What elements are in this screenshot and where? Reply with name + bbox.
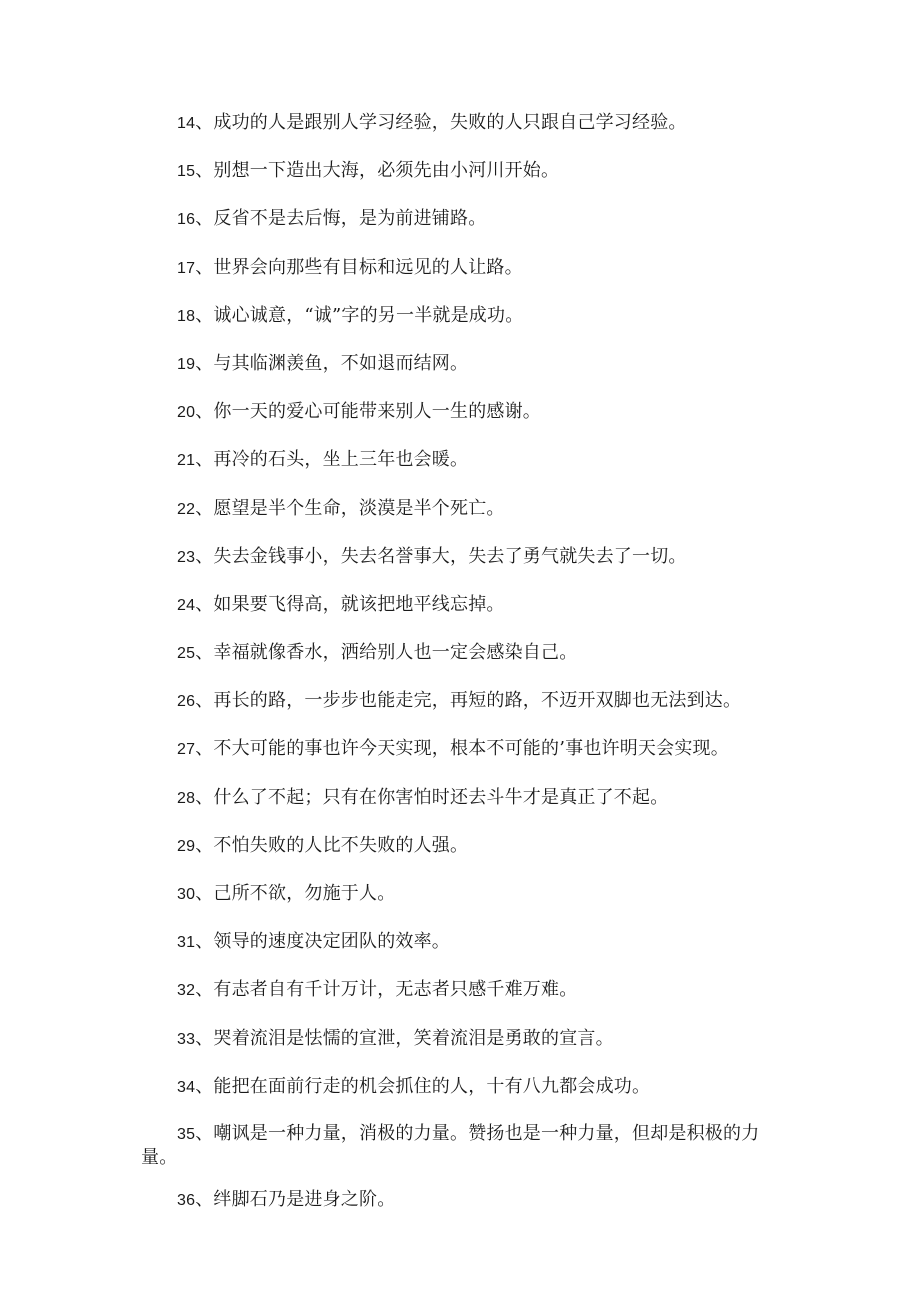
item-text: 诚心诚意，“诚”字的另一半就是成功。 [213, 304, 524, 326]
item-separator: 、 [195, 1188, 214, 1210]
item-separator: 、 [195, 449, 214, 471]
item-number: 35 [177, 1125, 196, 1143]
item-number: 34 [177, 1078, 196, 1096]
list-item [141, 688, 781, 715]
item-text: 领导的速度决定团队的效率。 [213, 931, 451, 953]
item-text: 绊脚石乃是进身之阶。 [213, 1188, 396, 1210]
item-text: 不大可能的事也许今天实现，根本不可能的’事也许明天会实现。 [213, 738, 729, 760]
item-separator: 、 [195, 593, 214, 615]
item-number: 28 [177, 789, 196, 807]
item-number: 32 [177, 982, 196, 1000]
item-separator: 、 [195, 208, 214, 230]
item-number: 19 [177, 355, 196, 373]
item-text: 失去金钱事小，失去名誉事大，失去了勇气就失去了一切。 [213, 545, 687, 567]
item-number: 23 [177, 548, 196, 566]
list-item [141, 592, 781, 619]
item-number: 21 [177, 452, 196, 470]
item-number: 31 [177, 934, 196, 952]
list-item [141, 110, 781, 137]
item-separator: 、 [195, 834, 214, 856]
list-item [141, 496, 781, 523]
item-text: 别想一下造出大海，必须先由小河川开始。 [213, 160, 560, 182]
list-item [141, 640, 781, 667]
item-number: 26 [177, 693, 196, 711]
list-item [141, 303, 781, 330]
item-separator: 、 [195, 497, 214, 519]
item-text: 幸福就像香水，洒给别人也一定会感染自己。 [213, 642, 578, 664]
item-separator: 、 [195, 256, 214, 278]
list-item [141, 977, 781, 1004]
item-number: 24 [177, 596, 196, 614]
list-item [141, 447, 781, 474]
item-text: 再长的路，一步步也能走完，再短的路，不迈开双脚也无法到达。 [213, 690, 742, 712]
item-text: 与其临渊羡鱼，不如退而结网。 [213, 352, 469, 374]
item-text: 能把在面前行走的机会抓住的人，十有八九都会成功。 [213, 1075, 651, 1097]
item-number: 36 [177, 1191, 196, 1209]
item-separator: 、 [195, 545, 214, 567]
list-item [141, 881, 781, 908]
item-number: 25 [177, 645, 196, 663]
item-text: 你一天的爱心可能带来别人一生的感谢。 [213, 401, 542, 423]
list-item [141, 1187, 781, 1214]
list-item [141, 736, 781, 763]
item-separator: 、 [195, 304, 214, 326]
item-separator: 、 [195, 883, 214, 904]
item-text: 如果要飞得高，就该把地平线忘掉。 [213, 593, 505, 615]
list-item [141, 1122, 781, 1169]
item-separator: 、 [195, 1122, 214, 1144]
item-text: 愿望是半个生命，淡漠是半个死亡。 [213, 497, 505, 519]
item-number: 17 [177, 259, 196, 277]
item-text: 世界会向那些有目标和远见的人让路。 [213, 256, 523, 278]
list-item [141, 1026, 781, 1053]
item-text: 己所不欲，勿施于人。 [213, 883, 396, 904]
list-item [141, 785, 781, 812]
list-item [141, 833, 781, 860]
item-number: 20 [177, 404, 196, 422]
item-number: 33 [177, 1030, 196, 1048]
list-item [141, 1074, 781, 1101]
item-separator: 、 [195, 1075, 214, 1097]
list-item [141, 399, 781, 426]
item-text: 什么了不起；只有在你害怕时还去斗牛才是真正了不起。 [213, 786, 669, 808]
quote-list [141, 110, 781, 1235]
item-number: 16 [177, 211, 196, 229]
list-item [141, 929, 781, 956]
list-item [141, 206, 781, 233]
item-text: 反省不是去后悔，是为前进铺路。 [213, 208, 487, 230]
item-separator: 、 [195, 160, 214, 182]
item-text: 不怕失败的人比不失败的人强。 [213, 834, 469, 856]
item-separator: 、 [195, 352, 214, 374]
item-text: 有志者自有千计万计，无志者只感千难万难。 [213, 979, 578, 1001]
item-number: 27 [177, 741, 196, 759]
item-separator: 、 [195, 1027, 214, 1049]
item-text: 再冷的石头，坐上三年也会暖。 [213, 449, 469, 471]
item-text: 哭着流泪是怯懦的宣泄，笑着流泪是勇敢的宣言。 [213, 1027, 614, 1049]
item-separator: 、 [195, 979, 214, 1001]
item-separator: 、 [195, 642, 214, 664]
item-separator: 、 [195, 931, 214, 953]
list-item [141, 351, 781, 378]
item-number: 30 [177, 886, 196, 903]
item-text: 嘲讽是一种力量，消极的力量。赞扬也是一种力量，但却是积极的力量。 [141, 1122, 760, 1168]
item-number: 22 [177, 500, 196, 518]
item-separator: 、 [195, 401, 214, 423]
item-separator: 、 [195, 738, 214, 760]
item-separator: 、 [195, 112, 214, 133]
item-number: 15 [177, 163, 196, 181]
list-item [141, 544, 781, 571]
list-item [141, 158, 781, 185]
item-separator: 、 [195, 786, 214, 808]
item-text: 成功的人是跟别人学习经验，失败的人只跟自己学习经验。 [213, 112, 687, 133]
list-item [141, 255, 781, 282]
item-number: 29 [177, 837, 196, 855]
item-separator: 、 [195, 690, 214, 712]
item-number: 18 [177, 307, 196, 325]
item-number: 14 [177, 115, 196, 132]
